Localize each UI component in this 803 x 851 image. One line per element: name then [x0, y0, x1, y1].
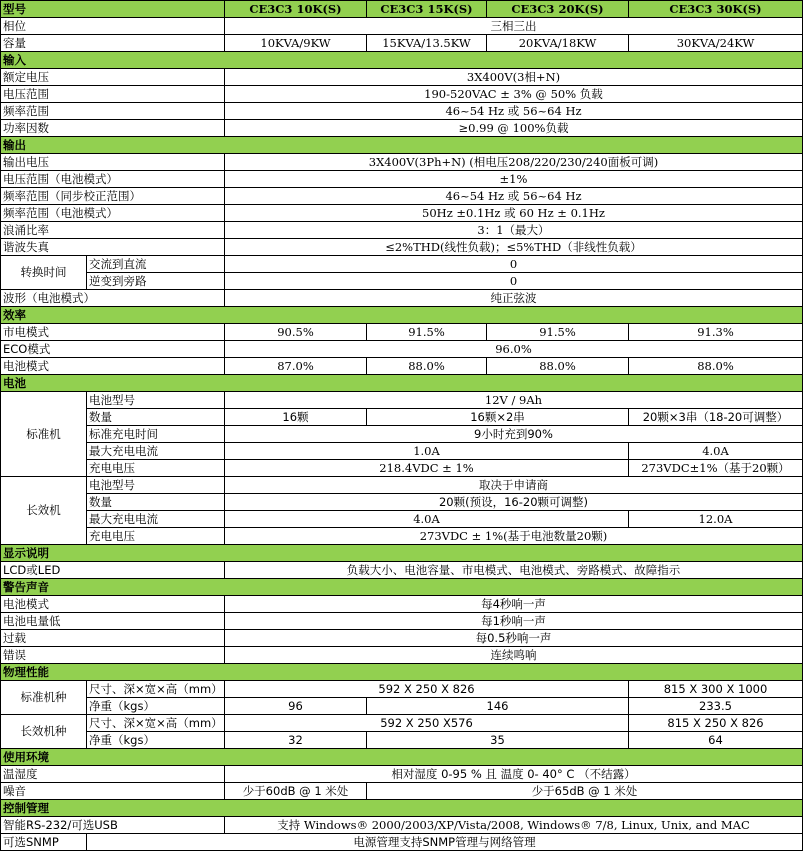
physical-weight-value: 96 [225, 698, 367, 715]
battery-std-maxcur-row [1, 443, 803, 460]
battery-section-header [1, 375, 803, 392]
efficiency-value: 88.0% [487, 358, 629, 375]
display-row [1, 562, 803, 579]
efficiency-title: 效率 [1, 307, 803, 324]
efficiency-mains-row [1, 324, 803, 341]
output-row [1, 239, 803, 256]
battery-count-value: 20颗×3串（18-20可调整） [629, 409, 803, 426]
alarm-value: 每0.5秒响一声 [225, 630, 803, 647]
battery-volt-value: 273VDC ± 1%(基于电池数量20颗) [225, 528, 803, 545]
physical-std-dim-row [1, 681, 803, 698]
output-value: 46~54 Hz 或 56~64 Hz [225, 188, 803, 205]
alarm-label: 错误 [1, 647, 225, 664]
battery-title: 电池 [1, 375, 803, 392]
control-rs232-row [1, 817, 803, 834]
capacity-row [1, 35, 803, 52]
alarm-value: 每1秒响一声 [225, 613, 803, 630]
physical-dim-value: 815 X 250 X 826 [629, 715, 803, 732]
env-noise-label: 噪音 [1, 783, 225, 800]
physical-long-weight-row [1, 732, 803, 749]
model-30k: CE3C3 30K(S) [629, 1, 803, 18]
output-value: ≤2%THD(线性负载)；≤5%THD（非线性负载） [225, 239, 803, 256]
physical-weight-value: 35 [367, 732, 629, 749]
efficiency-value: 91.5% [487, 324, 629, 341]
battery-count-value: 16颗×2串 [367, 409, 629, 426]
physical-dim-label: 尺寸、深×宽×高（mm） [87, 681, 225, 698]
phase-row [1, 18, 803, 35]
waveform-value: 纯正弦波 [225, 290, 803, 307]
battery-count-label: 数量 [87, 409, 225, 426]
output-title: 输出 [1, 137, 803, 154]
physical-weight-label: 净重（kgs） [87, 698, 225, 715]
efficiency-value: 91.3% [629, 324, 803, 341]
alarm-row [1, 613, 803, 630]
input-row [1, 86, 803, 103]
waveform-label: 波形（电池模式） [1, 290, 225, 307]
input-section-header [1, 52, 803, 69]
physical-dim-value: 815 X 300 X 1000 [629, 681, 803, 698]
battery-std-label: 标准机 [1, 392, 87, 477]
model-header-row [1, 1, 803, 18]
physical-std-weight-row [1, 698, 803, 715]
control-rs232-label: 智能RS-232/可选USB [1, 817, 225, 834]
battery-time-label: 标准充电时间 [87, 426, 225, 443]
transfer-sub-label: 逆变到旁路 [87, 273, 225, 290]
capacity-20k: 20KVA/18KW [487, 35, 629, 52]
alarm-value: 每4秒响一声 [225, 596, 803, 613]
battery-count-value: 16颗 [225, 409, 367, 426]
env-section-header [1, 749, 803, 766]
transfer-row [1, 273, 803, 290]
output-label: 谐波失真 [1, 239, 225, 256]
battery-maxcur-value: 4.0A [225, 511, 629, 528]
model-label: 型号 [1, 1, 225, 18]
env-humidity-label: 温湿度 [1, 766, 225, 783]
physical-weight-value: 32 [225, 732, 367, 749]
physical-long-label: 长效机种 [1, 715, 87, 749]
battery-volt-label: 充电电压 [87, 460, 225, 477]
battery-std-time-row [1, 426, 803, 443]
efficiency-mains-label: 市电模式 [1, 324, 225, 341]
efficiency-battery-label: 电池模式 [1, 358, 225, 375]
battery-type-value: 12V / 9Ah [225, 392, 803, 409]
battery-type-value: 取决于申请商 [225, 477, 803, 494]
efficiency-battery-row [1, 358, 803, 375]
transfer-label: 转换时间 [1, 256, 87, 290]
alarm-title: 警告声音 [1, 579, 803, 596]
waveform-row [1, 290, 803, 307]
battery-time-value: 9小时充到90% [225, 426, 803, 443]
battery-type-label: 电池型号 [87, 392, 225, 409]
output-value: 50Hz ±0.1Hz 或 60 Hz ± 0.1Hz [225, 205, 803, 222]
display-value: 负载大小、电池容量、市电模式、电池模式、旁路模式、故障指示 [225, 562, 803, 579]
battery-std-count-row [1, 409, 803, 426]
efficiency-value: 91.5% [367, 324, 487, 341]
output-value: 3X400V(3Ph+N) (相电压208/220/230/240面板可调) [225, 154, 803, 171]
battery-count-label: 数量 [87, 494, 225, 511]
efficiency-eco-row [1, 341, 803, 358]
input-value: 190-520VAC ± 3% @ 50% 负载 [225, 86, 803, 103]
battery-volt-value: 273VDC±1%（基于20颗） [629, 460, 803, 477]
battery-count-value: 20颗(预设，16-20颗可调整) [225, 494, 803, 511]
input-label: 电压范围 [1, 86, 225, 103]
alarm-value: 连续鸣响 [225, 647, 803, 664]
transfer-sub-label: 交流到直流 [87, 256, 225, 273]
alarm-label: 电池电量低 [1, 613, 225, 630]
physical-weight-value: 64 [629, 732, 803, 749]
battery-long-maxcur-row [1, 511, 803, 528]
capacity-label: 容量 [1, 35, 225, 52]
output-label: 频率范围（同步校正范围） [1, 188, 225, 205]
alarm-row [1, 596, 803, 613]
physical-dim-value: 592 X 250 X 826 [225, 681, 629, 698]
efficiency-value: 90.5% [225, 324, 367, 341]
input-value: 46~54 Hz 或 56~64 Hz [225, 103, 803, 120]
capacity-30k: 30KVA/24KW [629, 35, 803, 52]
efficiency-value: 88.0% [629, 358, 803, 375]
output-section-header [1, 137, 803, 154]
output-label: 输出电压 [1, 154, 225, 171]
physical-long-dim-row [1, 715, 803, 732]
output-label: 浪涌比率 [1, 222, 225, 239]
output-label: 电压范围（电池模式） [1, 171, 225, 188]
output-row [1, 188, 803, 205]
display-section-header [1, 545, 803, 562]
battery-maxcur-value: 12.0A [629, 511, 803, 528]
model-10k: CE3C3 10K(S) [225, 1, 367, 18]
model-15k: CE3C3 15K(S) [367, 1, 487, 18]
transfer-value: 0 [225, 256, 803, 273]
physical-section-header [1, 664, 803, 681]
battery-long-label: 长效机 [1, 477, 87, 545]
battery-volt-label: 充电电压 [87, 528, 225, 545]
physical-std-label: 标准机种 [1, 681, 87, 715]
physical-weight-value: 233.5 [629, 698, 803, 715]
output-row [1, 205, 803, 222]
input-row [1, 120, 803, 137]
env-humidity-value: 相对湿度 0-95 % 且 温度 0- 40° C （不结露） [225, 766, 803, 783]
control-snmp-row [1, 834, 803, 851]
output-row [1, 171, 803, 188]
alarm-label: 过载 [1, 630, 225, 647]
battery-std-type-row [1, 392, 803, 409]
efficiency-value: 88.0% [367, 358, 487, 375]
env-noise-value: 少于65dB @ 1 米处 [367, 783, 803, 800]
control-rs232-value: 支持 Windows® 2000/2003/XP/Vista/2008, Windows® 7/8, Linux, Unix, and MAC [225, 817, 803, 834]
physical-dim-label: 尺寸、深×宽×高（mm） [87, 715, 225, 732]
output-row [1, 154, 803, 171]
output-value: 3：1（最大） [225, 222, 803, 239]
capacity-15k: 15KVA/13.5KW [367, 35, 487, 52]
alarm-section-header [1, 579, 803, 596]
display-title: 显示说明 [1, 545, 803, 562]
transfer-value: 0 [225, 273, 803, 290]
control-section-header [1, 800, 803, 817]
env-title: 使用环境 [1, 749, 803, 766]
alarm-label: 电池模式 [1, 596, 225, 613]
efficiency-section-header [1, 307, 803, 324]
input-title: 输入 [1, 52, 803, 69]
alarm-row [1, 647, 803, 664]
battery-long-count-row [1, 494, 803, 511]
physical-dim-value: 592 X 250 X576 [225, 715, 629, 732]
env-noise-value: 少于60dB @ 1 米处 [225, 783, 367, 800]
battery-std-volt-row [1, 460, 803, 477]
input-value: 3X400V(3相+N) [225, 69, 803, 86]
env-humidity-row [1, 766, 803, 783]
model-20k: CE3C3 20K(S) [487, 1, 629, 18]
capacity-10k: 10KVA/9KW [225, 35, 367, 52]
control-snmp-value: 电源管理支持SNMP管理与网络管理 [87, 834, 803, 851]
input-label: 额定电压 [1, 69, 225, 86]
battery-maxcur-label: 最大充电电流 [87, 443, 225, 460]
control-title: 控制管理 [1, 800, 803, 817]
physical-title: 物理性能 [1, 664, 803, 681]
efficiency-eco-label: ECO模式 [1, 341, 225, 358]
input-label: 功率因数 [1, 120, 225, 137]
phase-value: 三相三出 [225, 18, 803, 35]
phase-label: 相位 [1, 18, 225, 35]
display-label: LCD或LED [1, 562, 225, 579]
efficiency-value: 87.0% [225, 358, 367, 375]
battery-maxcur-label: 最大充电电流 [87, 511, 225, 528]
battery-volt-value: 218.4VDC ± 1% [225, 460, 629, 477]
output-row [1, 222, 803, 239]
battery-long-type-row [1, 477, 803, 494]
input-value: ≥0.99 @ 100%负载 [225, 120, 803, 137]
physical-weight-label: 净重（kgs） [87, 732, 225, 749]
env-noise-row [1, 783, 803, 800]
battery-type-label: 电池型号 [87, 477, 225, 494]
output-value: ±1% [225, 171, 803, 188]
battery-maxcur-value: 1.0A [225, 443, 629, 460]
output-label: 频率范围（电池模式） [1, 205, 225, 222]
control-snmp-label: 可选SNMP [1, 834, 87, 851]
input-row [1, 103, 803, 120]
battery-maxcur-value: 4.0A [629, 443, 803, 460]
transfer-row [1, 256, 803, 273]
efficiency-eco-value: 96.0% [225, 341, 803, 358]
physical-weight-value: 146 [367, 698, 629, 715]
battery-long-volt-row [1, 528, 803, 545]
input-row [1, 69, 803, 86]
alarm-row [1, 630, 803, 647]
input-label: 频率范围 [1, 103, 225, 120]
